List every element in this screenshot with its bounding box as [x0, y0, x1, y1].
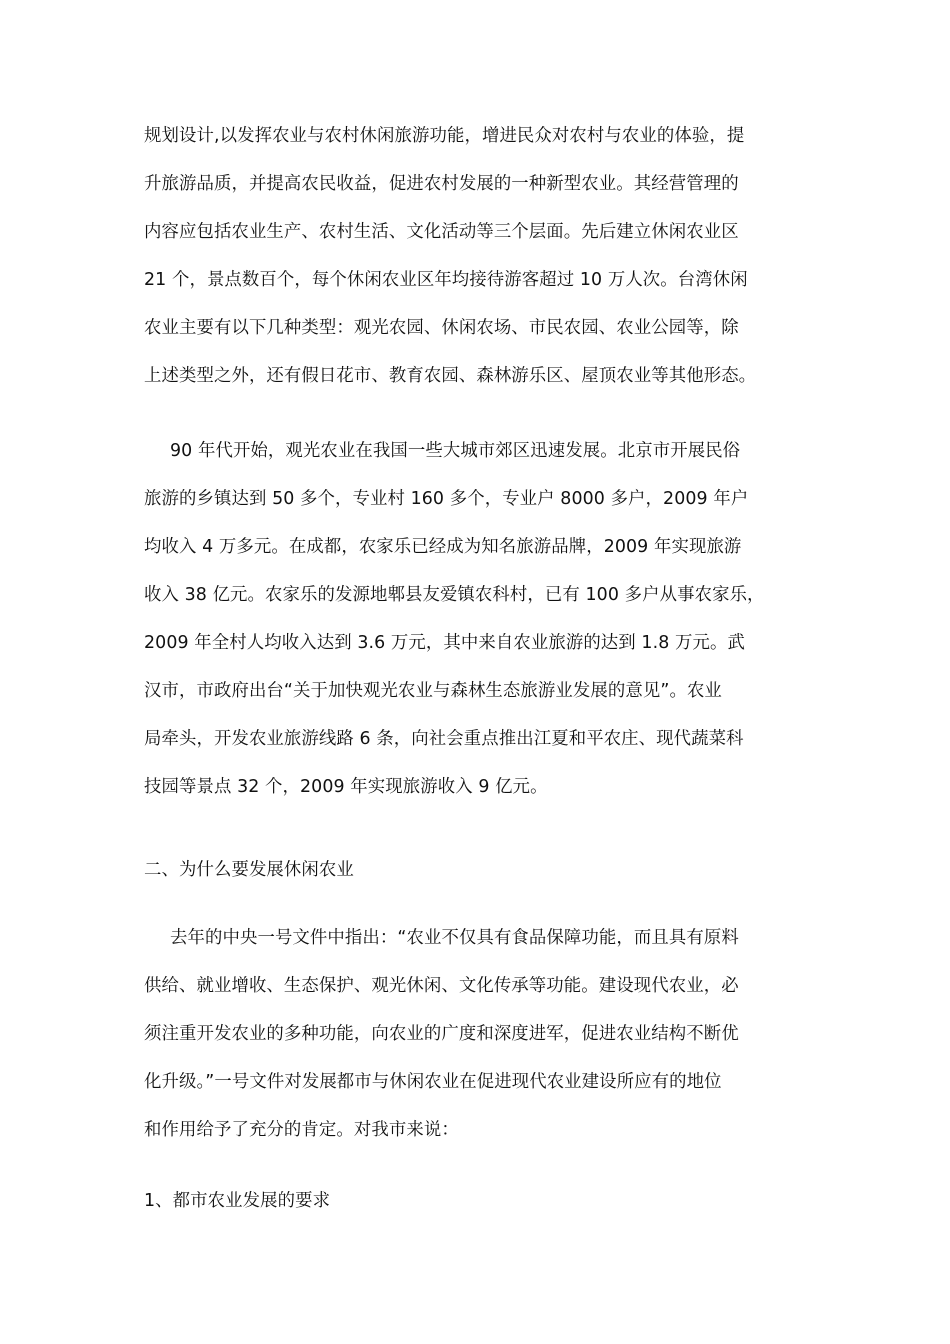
text-line: 均收入 4 万多元。在成都，农家乐已经成为知名旅游品牌，2009 年实现旅游	[144, 537, 742, 557]
section-heading-text: 二、为什么要发展休闲农业	[144, 860, 354, 880]
text-line: 供给、就业增收、生态保护、观光休闲、文化传承等功能。建设现代农业，必	[144, 976, 739, 996]
subsection-heading-text: 1、都市农业发展的要求	[144, 1191, 331, 1211]
text-line: 内容应包括农业生产、农村生活、文化活动等三个层面。先后建立休闲农业区	[144, 222, 739, 242]
text-line: 规划设计,以发挥农业与农村休闲旅游功能，增进民众对农村与农业的体验，提	[144, 126, 745, 146]
text-line: 升旅游品质，并提高农民收益，促进农村发展的一种新型农业。其经营管理的	[144, 174, 739, 194]
text-line: 汉市，市政府出台“关于加快观光农业与森林生态旅游业发展的意见”。农业	[144, 681, 722, 701]
text-line: 和作用给予了充分的肯定。对我市来说：	[144, 1120, 459, 1140]
text-line: 须注重开发农业的多种功能，向农业的广度和深度进军，促进农业结构不断优	[144, 1024, 739, 1044]
text-line: 去年的中央一号文件中指出：“农业不仅具有食品保障功能，而且具有原料	[170, 928, 739, 948]
text-line: 收入 38 亿元。农家乐的发源地郫县友爱镇农科村，已有 100 多户从事农家乐，	[144, 585, 765, 605]
text-line: 技园等景点 32 个，2009 年实现旅游收入 9 亿元。	[144, 777, 548, 797]
text-line: 2009 年全村人均收入达到 3.6 万元，其中来自农业旅游的达到 1.8 万元。武	[144, 633, 745, 653]
paragraph-taiwan-leisure-agriculture	[144, 112, 810, 400]
section-heading	[144, 846, 810, 894]
text-line: 局牵头，开发农业旅游线路 6 条，向社会重点推出江夏和平农庄、现代蔬菜科	[144, 729, 744, 749]
paragraph-china-agritourism-development	[144, 427, 810, 811]
subsection-heading	[144, 1177, 810, 1225]
text-line: 化升级。”一号文件对发展都市与休闲农业在促进现代农业建设所应有的地位	[144, 1072, 722, 1092]
text-line: 农业主要有以下几种类型：观光农园、休闲农场、市民农园、农业公园等，除	[144, 318, 739, 338]
text-line: 21 个，景点数百个，每个休闲农业区年均接待游客超过 10 万人次。台湾休闲	[144, 270, 748, 290]
paragraph-central-document-one	[144, 914, 810, 1154]
text-line: 上述类型之外，还有假日花市、教育农园、森林游乐区、屋顶农业等其他形态。	[144, 366, 757, 386]
text-line: 90 年代开始，观光农业在我国一些大城市郊区迅速发展。北京市开展民俗	[170, 441, 741, 461]
text-line: 旅游的乡镇达到 50 多个，专业村 160 多个，专业户 8000 多户，2009 年户	[144, 489, 749, 509]
